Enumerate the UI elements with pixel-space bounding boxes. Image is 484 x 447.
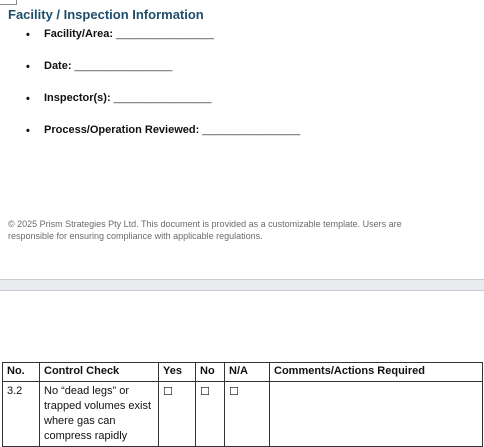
page-corner-marker bbox=[0, 0, 17, 5]
copyright-notice: © 2025 Prism Strategies Pty Ltd. This document is provided as a customizable template. Users are responsible for ensuring compliance with applicable regulations. bbox=[8, 219, 402, 241]
bullet-icon: • bbox=[26, 125, 30, 137]
bullet-icon: • bbox=[26, 29, 30, 41]
table-header-row bbox=[3, 363, 483, 382]
control-checklist-table bbox=[2, 362, 483, 447]
date-blank[interactable]: ________________ bbox=[74, 60, 173, 72]
header-no-answer: No bbox=[196, 363, 225, 382]
facility-area-blank[interactable]: ________________ bbox=[116, 28, 214, 40]
section-title: Facility / Inspection Information bbox=[8, 7, 204, 22]
process-reviewed-blank[interactable]: ________________ bbox=[202, 124, 301, 136]
yes-checkbox[interactable] bbox=[159, 382, 196, 447]
na-checkbox[interactable] bbox=[225, 382, 270, 447]
list-item-inspectors bbox=[0, 92, 300, 124]
bullet-icon: • bbox=[26, 61, 30, 73]
document-page-2 bbox=[0, 291, 484, 444]
inspectors-blank[interactable]: ________________ bbox=[113, 92, 212, 104]
header-control-check: Control Check bbox=[40, 363, 159, 382]
bullet-icon: • bbox=[26, 93, 30, 105]
page-break-gap bbox=[0, 280, 484, 291]
list-item-date bbox=[0, 60, 300, 92]
date-label: Date: bbox=[44, 60, 72, 72]
process-reviewed-label: Process/Operation Reviewed: bbox=[44, 124, 200, 136]
list-item-process-reviewed bbox=[0, 124, 300, 156]
header-no: No. bbox=[3, 363, 40, 382]
header-comments: Comments/Actions Required bbox=[270, 363, 483, 382]
inspectors-label: Inspector(s): bbox=[44, 92, 111, 104]
row-control-check: No “dead legs” or trapped volumes exist where gas can compress rapidly bbox=[40, 382, 159, 447]
no-checkbox[interactable] bbox=[196, 382, 225, 447]
checkbox-icon[interactable]: ☐ bbox=[200, 385, 210, 398]
checkbox-icon[interactable]: ☐ bbox=[163, 385, 173, 398]
facility-info-list bbox=[0, 28, 300, 156]
checkbox-icon[interactable]: ☐ bbox=[229, 385, 239, 398]
list-item-facility-area bbox=[0, 28, 300, 60]
facility-area-label: Facility/Area: bbox=[44, 28, 114, 40]
header-yes: Yes bbox=[159, 363, 196, 382]
table-row bbox=[3, 382, 483, 447]
row-number: 3.2 bbox=[3, 382, 40, 447]
header-na: N/A bbox=[225, 363, 270, 382]
row-comments[interactable] bbox=[270, 382, 483, 447]
